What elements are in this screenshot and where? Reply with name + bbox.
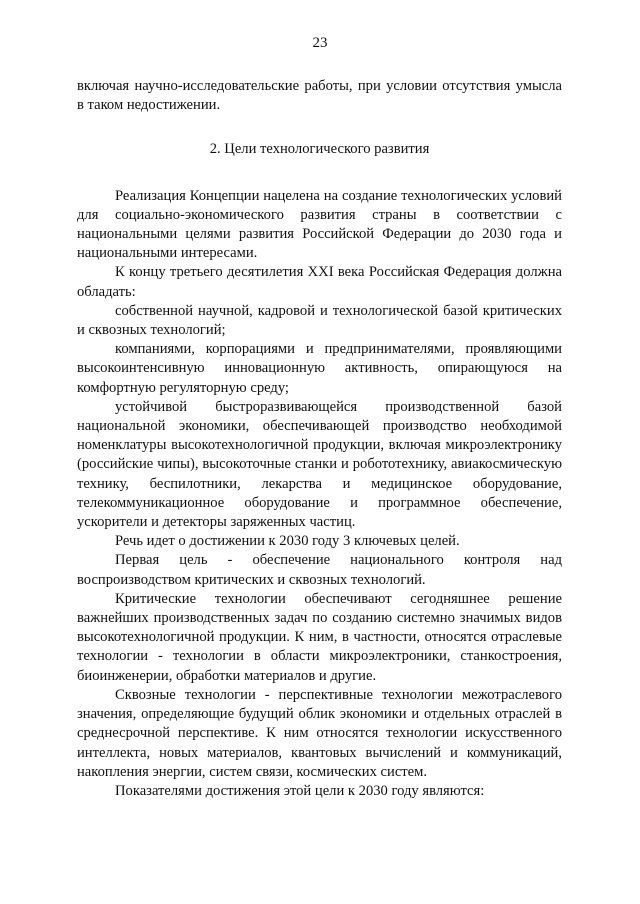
list-item-paragraph: устойчивой быстроразвивающейся производственной базой национальной экономики, обеспечивающей производство необходимой номенклатуры высокотехнологичной продукции, включая микроэлектронику (российские чипы), высокоточные станки и робототехнику, авиакосмическую технику, беспилотники, лекарства и медицинское оборудование, телекоммуникационное оборудование и программное обеспечение, ускорители и детекторы заряженных частиц. xyxy=(77,398,562,531)
paragraph: Реализация Концепции нацелена на создание технологических условий для социально-экономического развития страны в соответствии с национальными целями развития Российской Федерации до 2030 года и национальными интересами. xyxy=(77,187,562,262)
paragraph: Речь идет о достижении к 2030 году 3 ключевых целей. xyxy=(115,533,460,550)
section-heading: 2. Цели технологического развития xyxy=(209,141,430,158)
paragraph: Показателями достижения этой цели к 2030 году являются: xyxy=(115,782,485,799)
continuation-paragraph: включая научно-исследовательские работы, при условии отсутствия умысла в таком недостижении. xyxy=(77,78,562,114)
list-item-paragraph: собственной научной, кадровой и технологической базой критических и сквозных технологий; xyxy=(77,302,562,339)
paragraph: Сквозные технологии - перспективные технологии межотраслевого значения, определяющие будущий облик экономики и отдельных отраслей в среднесрочной перспективе. К ним относятся технологии искусственного интеллекта, новых материалов, квантовых вычислений и коммуникаций, накопления энергии, систем связи, космических систем. xyxy=(77,686,562,780)
paragraph: Первая цель - обеспечение национального контроля над воспроизводством критических и сквозных технологий. xyxy=(77,552,562,588)
paragraph: Критические технологии обеспечивают сегодняшнее решение важнейших производственных задач по созданию системно значимых видов высокотехнологичной продукции. К ним, в частности, относятся отраслевые технологии - технологии в области микроэлектроники, станкостроения, биоинженерии, обработки материалов и другие. xyxy=(77,590,562,684)
list-item-paragraph: компаниями, корпорациями и предпринимателями, проявляющими высокоинтенсивную инновационную активность, опирающуюся на комфортную регуляторную среду; xyxy=(77,341,562,396)
page-number: 23 xyxy=(312,35,328,51)
paragraph: К концу третьего десятилетия XXI века Российская Федерация должна обладать: xyxy=(77,264,562,300)
document-body xyxy=(77,77,562,801)
